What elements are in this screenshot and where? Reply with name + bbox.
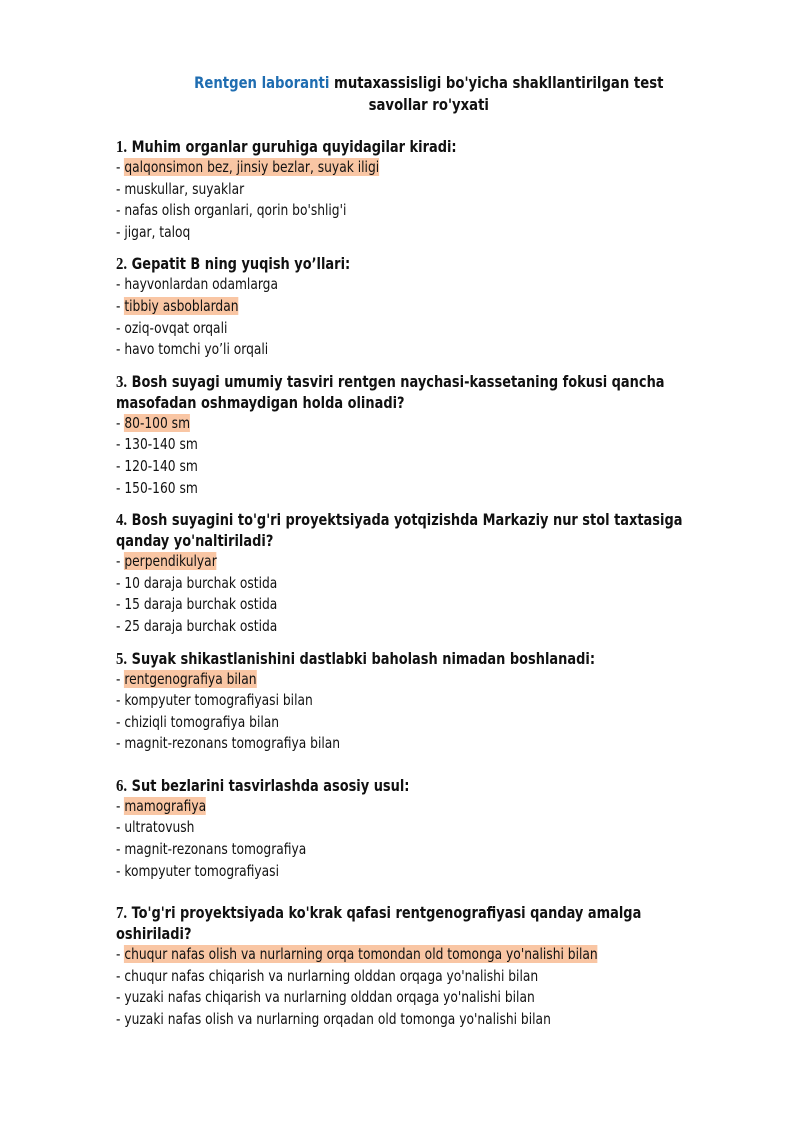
question-text: To'g'ri proyektsiyada ko'krak qafasi rentgenografiyasi qanday amalga [131, 903, 642, 923]
option-text: kompyuter tomografiyasi bilan [124, 691, 313, 710]
answer-option [116, 733, 683, 755]
question-title-line [116, 648, 696, 669]
answer-option-correct [116, 796, 683, 818]
option-text: havo tomchi yo’li orqali [124, 340, 269, 359]
question-text: qanday yo'naltiriladi? [116, 531, 274, 551]
answer-option [116, 339, 683, 361]
option-bullet: - [116, 179, 125, 198]
answer-option [116, 594, 683, 616]
option-text: perpendikulyar [124, 552, 217, 571]
option-text: 15 daraja burchak ostida [124, 595, 278, 614]
question-title-line [116, 136, 696, 157]
question-text: Gepatit B ning yuqish yo’llari: [131, 254, 351, 274]
answer-option [116, 222, 683, 244]
question-number: 6. [116, 775, 128, 795]
option-text: 150-160 sm [124, 478, 198, 497]
answer-option [116, 690, 683, 712]
answer-option-correct [116, 413, 683, 435]
question-number: 5. [116, 648, 128, 668]
question-1 [116, 136, 760, 243]
option-text: kompyuter tomografiyasi [124, 861, 279, 880]
question-number: 1. [116, 137, 128, 156]
option-text: 130-140 sm [124, 435, 198, 454]
answer-option-correct [116, 157, 683, 179]
option-bullet: - [116, 296, 125, 315]
option-bullet: - [116, 796, 125, 815]
question-text: Muhim organlar guruhiga quyidagilar kiradi: [131, 137, 457, 156]
question-text: Bosh suyagi umumiy tasviri rentgen naychasi-kassetaning fokusi qancha [131, 371, 665, 391]
question-text: oshiriladi? [116, 924, 192, 944]
question-number: 2. [116, 254, 128, 274]
option-text: rentgenografiya bilan [124, 669, 257, 688]
answer-option-correct [116, 669, 683, 691]
question-text: Suyak shikastlanishini dastlabki baholash nimadan boshlanadi: [131, 648, 596, 668]
answer-option [116, 573, 683, 595]
option-text: yuzaki nafas olish va nurlarning orqadan old tomonga yo'nalishi bilan [124, 1010, 551, 1029]
option-bullet: - [116, 945, 125, 964]
option-bullet: - [116, 158, 125, 176]
option-text: qalqonsimon bez, jinsiy bezlar, suyak iligi [124, 158, 380, 176]
option-bullet: - [116, 552, 125, 571]
answer-option [116, 179, 683, 201]
question-title-line [116, 253, 696, 274]
answer-option [116, 1009, 683, 1031]
option-bullet: - [116, 861, 125, 880]
question-number: 7. [116, 903, 128, 923]
option-text: mamografiya [124, 796, 207, 815]
option-bullet: - [116, 340, 125, 359]
question-4 [116, 509, 760, 637]
option-bullet: - [116, 966, 125, 985]
answer-option [116, 616, 683, 638]
option-bullet: - [116, 1010, 125, 1029]
option-bullet: - [116, 734, 125, 753]
option-bullet: - [116, 456, 125, 475]
answer-option [116, 839, 683, 861]
answer-option [116, 712, 683, 734]
option-bullet: - [116, 840, 125, 859]
option-bullet: - [116, 275, 125, 294]
option-text: oziq-ovqat orqali [124, 318, 228, 337]
answer-option [116, 861, 683, 883]
question-number: 4. [116, 510, 128, 530]
question-6 [116, 775, 760, 882]
option-text: nafas olish organlari, qorin bo'shlig'i [124, 201, 347, 220]
question-number: 3. [116, 371, 128, 391]
option-text: 80-100 sm [124, 413, 191, 432]
option-text: yuzaki nafas chiqarish va nurlarning olddan orqaga yo'nalishi bilan [124, 988, 535, 1007]
answer-option [116, 200, 683, 222]
option-text: 10 daraja burchak ostida [124, 573, 278, 592]
option-bullet: - [116, 573, 125, 592]
question-title-line [116, 923, 696, 944]
answer-option [116, 456, 683, 478]
option-text: magnit-rezonans tomografiya bilan [124, 734, 341, 753]
answer-option-correct [116, 944, 683, 966]
question-list [116, 136, 760, 1031]
question-title-line [116, 509, 696, 530]
answer-option [116, 966, 683, 988]
question-title-line [116, 775, 696, 796]
answer-option [116, 817, 683, 839]
option-text: jigar, taloq [124, 222, 191, 241]
option-bullet: - [116, 691, 125, 710]
question-7 [116, 902, 760, 1030]
title-line2: savollar ro'yxati [368, 95, 489, 114]
option-bullet: - [116, 222, 125, 241]
option-text: chuqur nafas chiqarish va nurlarning olddan orqaga yo'nalishi bilan [124, 966, 539, 985]
option-text: magnit-rezonans tomografiya [124, 840, 307, 859]
option-bullet: - [116, 712, 125, 731]
document-title [142, 72, 734, 116]
answer-option [116, 478, 683, 500]
option-text: chiziqli tomografiya bilan [124, 712, 280, 731]
option-bullet: - [116, 201, 125, 220]
question-text: Sut bezlarini tasvirlashda asosiy usul: [131, 775, 410, 795]
answer-option-correct [116, 551, 683, 573]
option-bullet: - [116, 988, 125, 1007]
question-title-line [116, 530, 696, 551]
option-bullet: - [116, 435, 125, 454]
option-bullet: - [116, 413, 125, 432]
answer-option [116, 434, 683, 456]
option-text: hayvonlardan odamlarga [124, 275, 278, 294]
answer-option [116, 274, 683, 296]
option-text: chuqur nafas olish va nurlarning orqa tomondan old tomonga yo'nalishi bilan [124, 945, 598, 964]
question-text: Bosh suyagini to'g'ri proyektsiyada yotqizishda Markaziy nur stol taxtasiga [131, 510, 683, 530]
option-bullet: - [116, 318, 125, 337]
option-text: tibbiy asboblardan [124, 296, 239, 315]
option-text: ultratovush [124, 818, 195, 837]
option-bullet: - [116, 595, 125, 614]
answer-option-correct [116, 296, 683, 318]
title-rest: mutaxassisligi bo'yicha shakllantirilgan test [329, 73, 664, 92]
option-bullet: - [116, 669, 125, 688]
answer-option [116, 987, 683, 1009]
option-bullet: - [116, 818, 125, 837]
title-accent: Rentgen laboranti [194, 73, 330, 92]
question-5 [116, 648, 760, 755]
question-title-line [116, 392, 696, 413]
answer-option [116, 318, 683, 340]
option-text: 25 daraja burchak ostida [124, 616, 278, 635]
question-title-line [116, 371, 696, 392]
question-title-line [116, 902, 696, 923]
option-text: 120-140 sm [124, 456, 198, 475]
question-3 [116, 371, 760, 499]
option-bullet: - [116, 616, 125, 635]
option-bullet: - [116, 478, 125, 497]
question-2 [116, 253, 760, 360]
question-text: masofadan oshmaydigan holda olinadi? [116, 392, 405, 412]
option-text: muskullar, suyaklar [124, 179, 245, 198]
